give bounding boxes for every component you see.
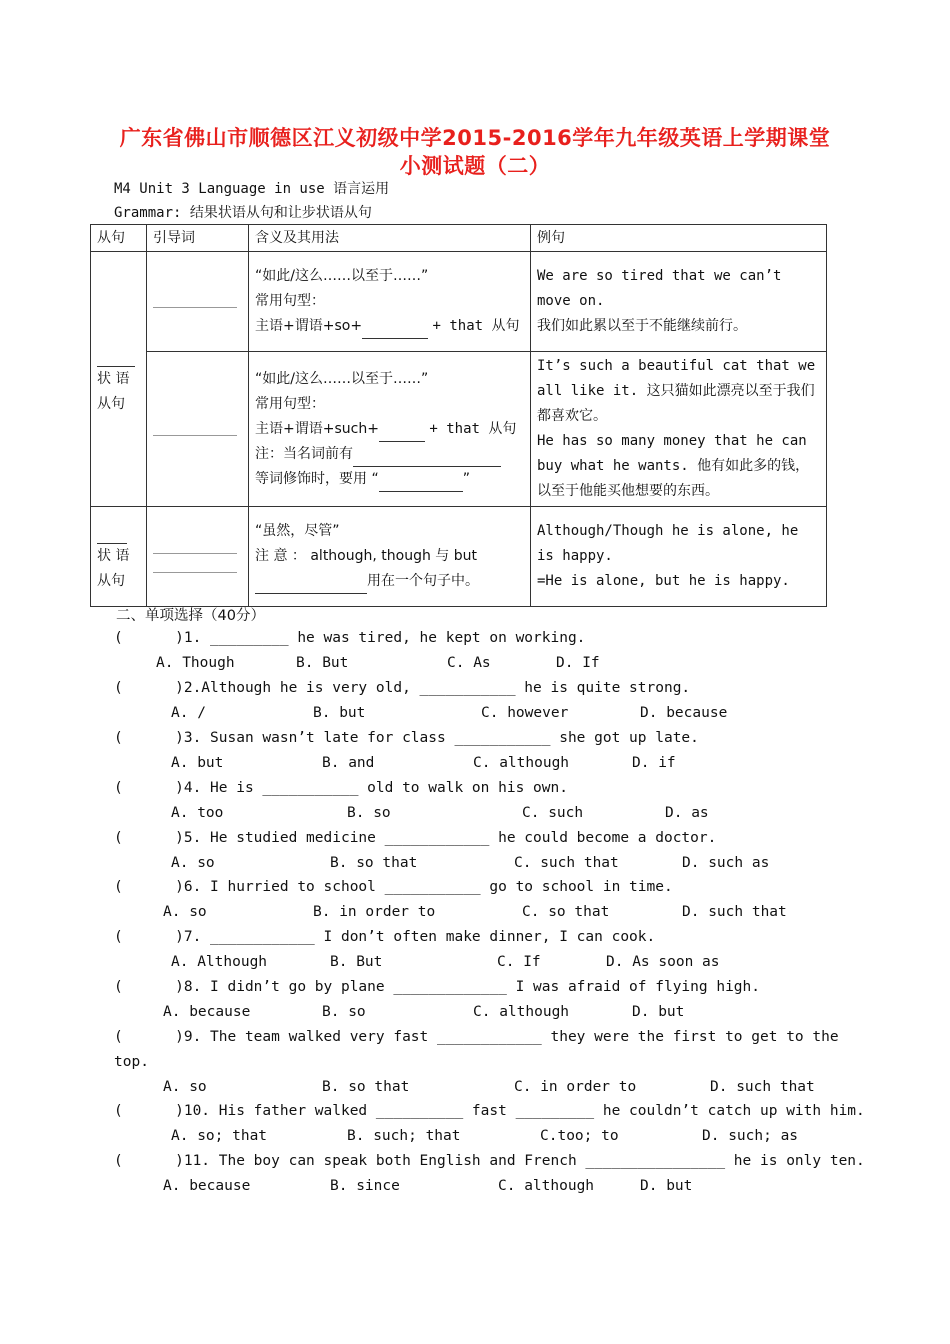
meaning-text: 主语+谓语+so+ + that 从句 [255,314,524,339]
question-stem: ( )6. I hurried to school ___________ go to school in time. [114,879,673,895]
example-text: =He is alone, but he is happy. [537,573,790,589]
example-text: It’s such a beautiful cat that we all like it. 这只猫如此漂亮以至于我们都喜欢它。 [537,358,816,424]
answer-option[interactable]: A. / [171,705,206,721]
meaning-text: 等词修饰时，要用 “ ” [255,467,524,492]
answer-blank[interactable] [97,537,127,544]
table-row [91,352,827,507]
answer-option[interactable]: B. But [330,954,383,970]
answer-option[interactable]: D. such as [682,855,770,871]
answer-option[interactable]: D. As soon as [606,954,720,970]
grammar-line: Grammar: 结果状语从句和让步状语从句 [114,205,372,221]
answer-blank[interactable] [255,577,367,594]
answer-blank[interactable] [379,475,463,492]
answer-option[interactable]: C. so that [522,904,610,920]
answer-option[interactable]: A. so [171,855,215,871]
answer-option[interactable]: A. so [163,904,207,920]
answer-blank[interactable] [362,322,428,339]
table-header-row [91,225,827,252]
answer-option[interactable]: B. since [330,1178,400,1194]
answer-option[interactable]: B. so [322,1004,366,1020]
header-clause: 从句 [91,225,147,252]
answer-blank[interactable] [153,295,237,308]
example-cell [531,252,827,352]
document-title-line-1: 广东省佛山市顺德区江义初级中学2015-2016学年九年级英语上学期课堂 [119,126,831,150]
meaning-text: “如此/这么……以至于……” [255,370,429,387]
connective-cell [147,352,249,507]
question-stem: ( )4. He is ___________ old to walk on his own. [114,780,568,796]
meaning-cell [249,352,531,507]
answer-blank[interactable] [153,560,237,573]
meaning-text: 注：当名词前有 [255,442,524,467]
question-stem: ( )3. Susan wasn’t late for class ___________ she got up late. [114,730,699,746]
answer-blank[interactable] [153,423,237,436]
question-stem: ( )2.Although he is very old, ___________ he is quite strong. [114,680,691,696]
example-text: Although/Though he is alone, he is happy. [537,523,799,564]
answer-option[interactable]: B. and [322,755,375,771]
answer-option[interactable]: D. If [556,655,600,671]
meaning-cell [249,507,531,607]
answer-option[interactable]: A. so; that [171,1128,268,1144]
answer-option[interactable]: B. such; that [347,1128,461,1144]
meaning-text: 注 意 ： although, though 与 but用在一个句子中。 [255,544,524,594]
header-meaning: 含义及其用法 [249,225,531,252]
answer-option[interactable]: C. If [497,954,541,970]
clause-label: 状 语 从句 [97,548,130,589]
question-stem: ( )7. ____________ I don’t often make dinner, I can cook. [114,929,656,945]
header-connective: 引导词 [147,225,249,252]
grammar-table [90,224,827,607]
question-stem: ( )9. The team walked very fast ____________ they were the first to get to the [114,1029,839,1045]
answer-blank[interactable] [153,541,237,554]
question-stem: ( )11. The boy can speak both English and French ________________ he is only ten. [114,1153,865,1169]
example-cell [531,352,827,507]
answer-option[interactable]: D. such; as [702,1128,799,1144]
answer-option[interactable]: B. in order to [313,904,436,920]
example-text: He has so many money that he can buy what he wants. 他有如此多的钱，以至于他能买他想要的东西。 [537,433,810,499]
answer-option[interactable]: C. although [473,755,570,771]
connective-cell [147,252,249,352]
meaning-text: “如此/这么……以至于……” [255,268,429,284]
answer-blank[interactable] [97,360,135,367]
answer-option[interactable]: D. but [632,1004,685,1020]
answer-option[interactable]: C. however [481,705,569,721]
answer-option[interactable]: D. as [665,805,709,821]
unit-line: M4 Unit 3 Language in use 语言运用 [114,181,390,197]
answer-option[interactable]: C.too; to [540,1128,619,1144]
example-text: We are so tired that we can’t move on. [537,268,782,309]
table-row [91,252,827,352]
answer-option[interactable]: A. Though [156,655,235,671]
answer-option[interactable]: D. but [640,1178,693,1194]
document-title-line-2: 小测试题（二） [399,154,551,178]
answer-option[interactable]: C. in order to [514,1079,637,1095]
question-stem: ( )8. I didn’t go by plane _____________ I was afraid of flying high. [114,979,761,995]
answer-option[interactable]: B. so that [330,855,418,871]
answer-option[interactable]: A. too [171,805,224,821]
table-row [91,507,827,607]
example-cell [531,507,827,607]
answer-option[interactable]: C. although [498,1178,595,1194]
answer-blank[interactable] [379,425,425,442]
meaning-text: 常用句型： [255,293,325,309]
header-example: 例句 [531,225,827,252]
question-stem-continued: top. [114,1054,149,1070]
answer-option[interactable]: A. so [163,1079,207,1095]
answer-option[interactable]: A. because [163,1004,251,1020]
answer-option[interactable]: D. such that [710,1079,815,1095]
section-title: 二、单项选择（40分） [116,608,265,624]
answer-blank[interactable] [353,450,501,467]
answer-option[interactable]: D. such that [682,904,787,920]
answer-option[interactable]: B. But [296,655,349,671]
answer-option[interactable]: A. Although [171,954,268,970]
meaning-text: 主语+谓语+such+ + that 从句 [255,417,524,442]
example-text: 我们如此累以至于不能继续前行。 [537,318,747,334]
result-clause-cell [91,252,147,507]
answer-option[interactable]: B. but [313,705,366,721]
answer-option[interactable]: C. although [473,1004,570,1020]
answer-option[interactable]: A. because [163,1178,251,1194]
meaning-text: “虽然，尽管” [255,523,340,539]
answer-option[interactable]: B. so that [322,1079,410,1095]
answer-option[interactable]: D. because [640,705,728,721]
meaning-text: 常用句型： [255,395,325,412]
answer-option[interactable]: C. such that [514,855,619,871]
question-stem: ( )1. _________ he was tired, he kept on working. [114,630,586,646]
question-stem: ( )10. His father walked __________ fast _________ he couldn’t catch up with him. [114,1103,865,1119]
clause-label: 状 语 从句 [97,370,130,412]
answer-option[interactable]: C. As [447,655,491,671]
answer-option[interactable]: D. if [632,755,676,771]
meaning-cell [249,252,531,352]
answer-option[interactable]: C. such [522,805,584,821]
answer-option[interactable]: A. but [171,755,224,771]
answer-option[interactable]: B. so [347,805,391,821]
concession-clause-cell [91,507,147,607]
connective-cell [147,507,249,607]
question-stem: ( )5. He studied medicine ____________ he could become a doctor. [114,830,717,846]
